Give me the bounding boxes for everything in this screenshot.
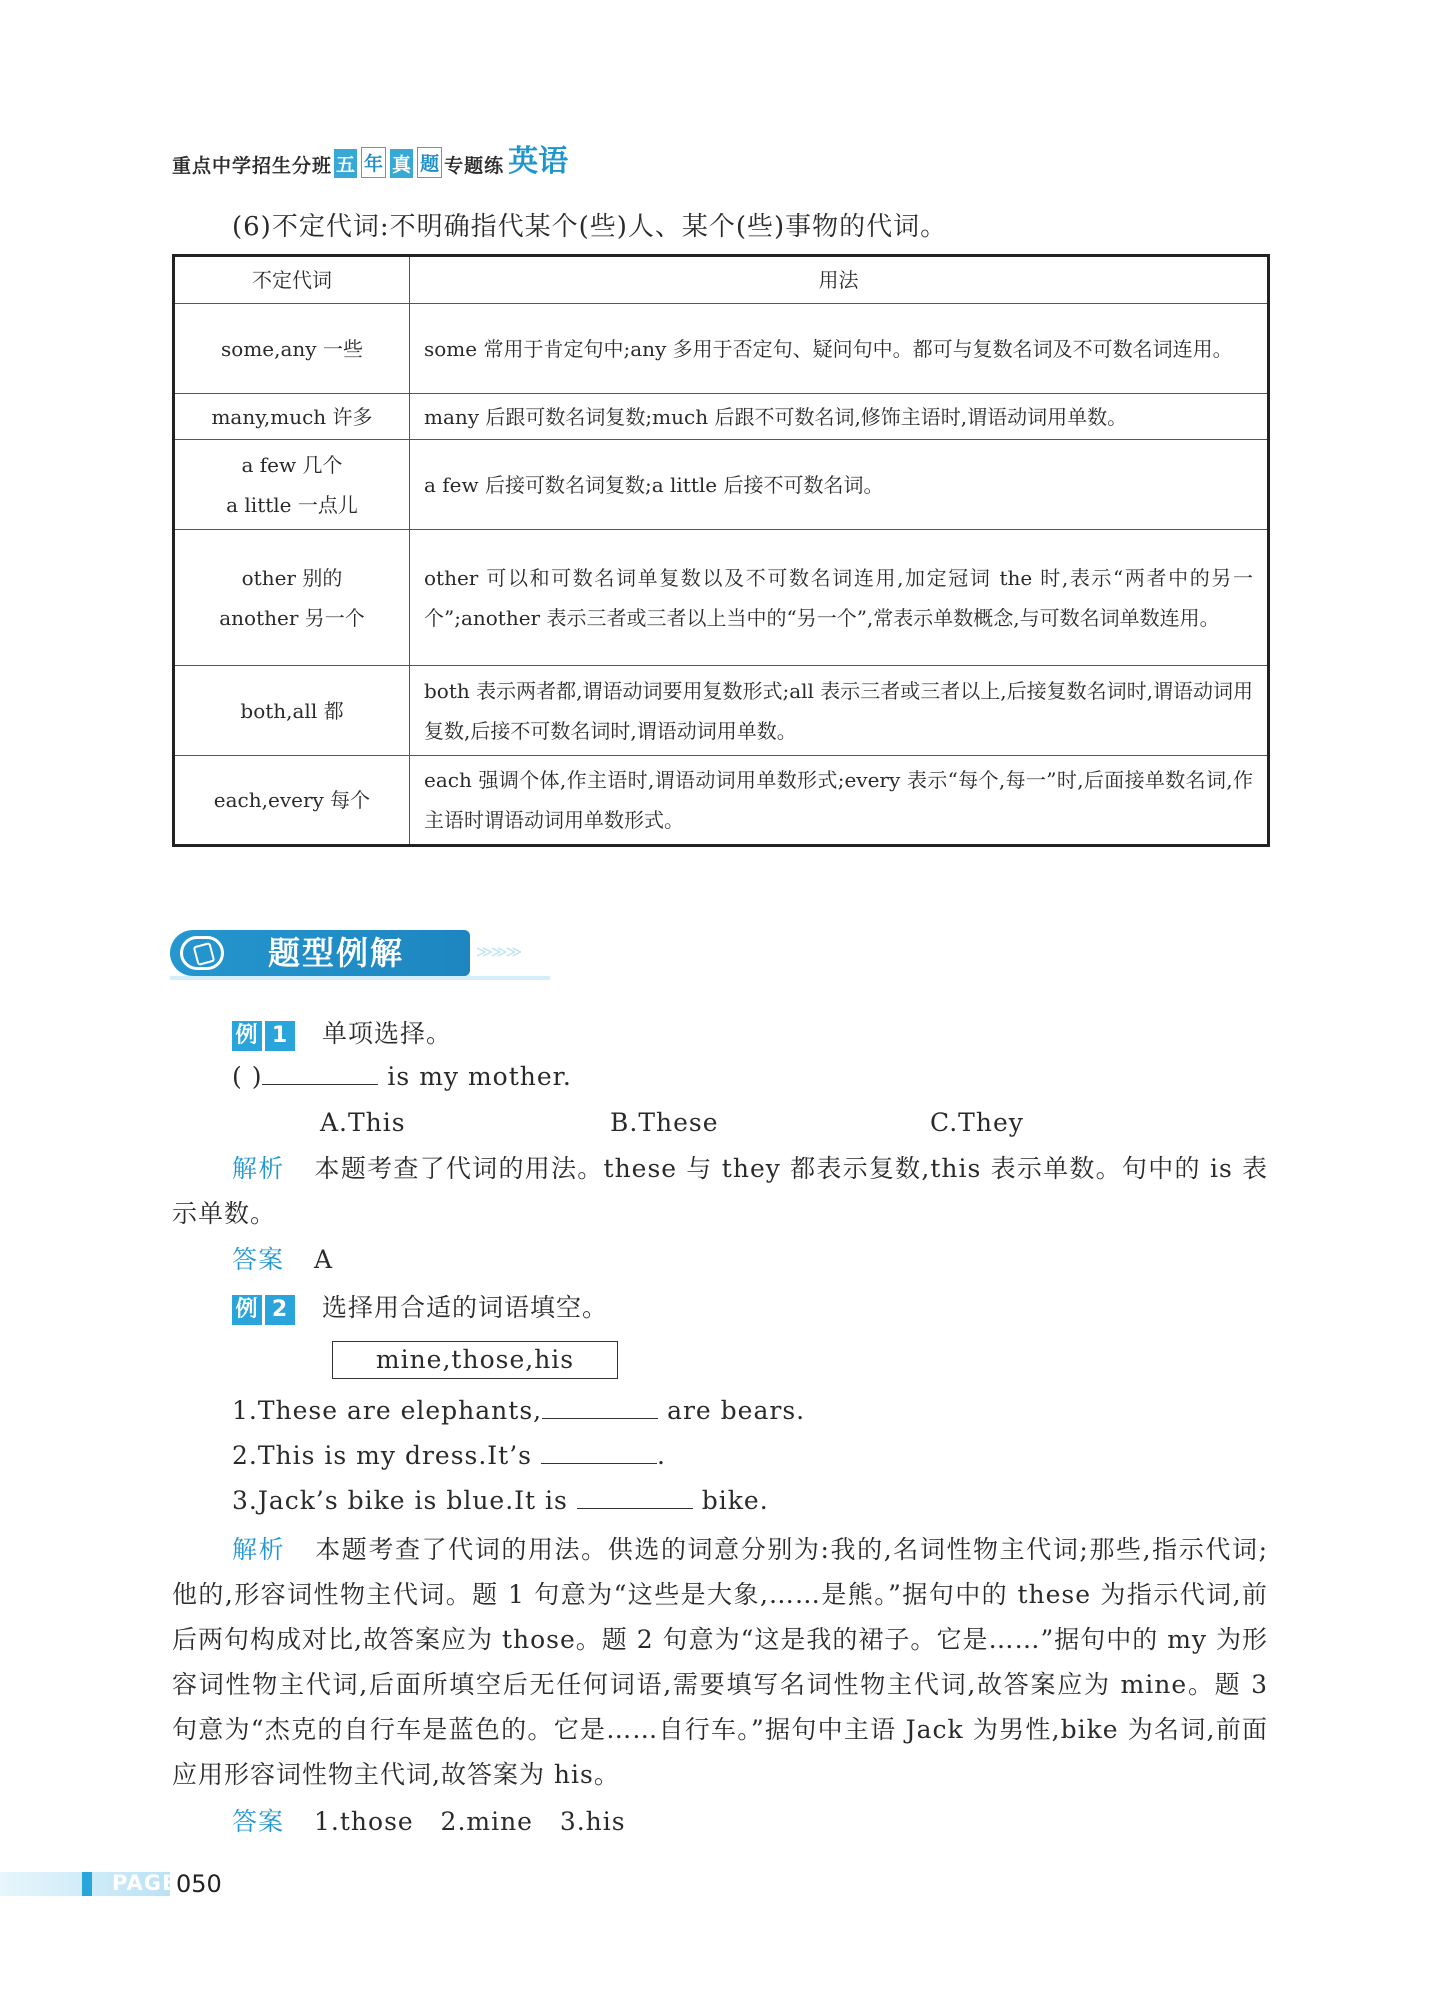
fill-question-2 xyxy=(232,1441,666,1470)
example-badge-number: 2 xyxy=(265,1295,295,1325)
option-b: B.These xyxy=(610,1108,719,1137)
question-text: is my mother. xyxy=(387,1062,572,1091)
example-badge-char: 例 xyxy=(232,1021,262,1051)
usage-cell: other 可以和可数名词单复数以及不可数名词连用,加定冠词 the 时,表示“两者中的另一个”;another 表示三者或三者以上当中的“另一个”,常表示单数概念,与可数名词单数连用。 xyxy=(410,530,1269,666)
indefinite-pronoun-table xyxy=(172,254,1270,847)
example-badge xyxy=(232,1021,298,1051)
term-cell xyxy=(174,394,410,440)
term-text: some,any 一些 xyxy=(221,336,363,361)
term-cell xyxy=(174,666,410,756)
usage-cell: many 后跟可数名词复数;much 后跟不可数名词,修饰主语时,谓语动词用单数。 xyxy=(410,394,1269,440)
question-text: . xyxy=(656,1441,666,1470)
example-2-analysis xyxy=(172,1527,1268,1797)
term-cell xyxy=(174,440,410,530)
table-row xyxy=(174,666,1269,756)
term-text: both,all 都 xyxy=(240,698,344,723)
page-label: PAGE xyxy=(112,1871,178,1895)
example-badge xyxy=(232,1295,298,1325)
series-box-4: 题 xyxy=(417,147,442,178)
table-row xyxy=(174,394,1269,440)
table-row xyxy=(174,756,1269,846)
running-header xyxy=(172,142,568,178)
question-text: bike. xyxy=(701,1486,769,1515)
term-text: other 别的 xyxy=(241,565,343,590)
answer-text: A xyxy=(314,1245,334,1274)
answer-blank xyxy=(262,1062,378,1085)
example-1-answer xyxy=(232,1240,333,1276)
word-bank: mine,those,his xyxy=(332,1341,618,1379)
series-box-1: 五 xyxy=(334,149,357,178)
question-text: are bears. xyxy=(667,1396,806,1425)
example-badge-char: 例 xyxy=(232,1295,262,1325)
usage-cell: each 强调个体,作主语时,谓语动词用单数形式;every 表示“每个,每一”时,后面接单数名词,作主语时谓语动词用单数形式。 xyxy=(410,756,1269,846)
arrows-icon: ≫≫≫ xyxy=(476,942,521,961)
answer-label: 答案 xyxy=(232,1245,285,1274)
analysis-label: 解析 xyxy=(232,1535,286,1564)
series-suffix: 专题练 xyxy=(444,155,505,177)
section-banner xyxy=(170,924,556,982)
term-text: each,every 每个 xyxy=(213,788,371,812)
example-instruction: 单项选择。 xyxy=(322,1019,453,1048)
answer-parentheses: ( ) xyxy=(232,1062,263,1091)
series-box-2: 年 xyxy=(361,147,386,178)
term-text: a few 几个 xyxy=(241,452,343,477)
analysis-text: 本题考查了代词的用法。these 与 they 都表示复数,this 表示单数。句中的 is 表示单数。 xyxy=(172,1154,1268,1228)
option-a: A.This xyxy=(320,1108,406,1137)
subject-title: 英语 xyxy=(508,144,569,179)
answer-blank xyxy=(577,1486,693,1509)
question-text: 1.These are elephants, xyxy=(232,1396,543,1425)
table-row xyxy=(174,304,1269,394)
term-text: many,much 许多 xyxy=(211,404,373,429)
option-c: C.They xyxy=(930,1108,1024,1137)
term-cell xyxy=(174,756,410,846)
page-number: 050 xyxy=(176,1870,222,1898)
fill-question-3 xyxy=(232,1486,769,1515)
section-title: 题型例解 xyxy=(268,934,405,972)
example-1-analysis xyxy=(172,1146,1268,1236)
term-text: a little 一点儿 xyxy=(226,492,358,517)
column-header-term: 不定代词 xyxy=(174,256,410,304)
footer-mark xyxy=(82,1872,92,1896)
book-icon xyxy=(180,936,224,970)
fill-question-1 xyxy=(232,1396,805,1425)
example-2-answer xyxy=(232,1802,626,1838)
usage-cell: a few 后接可数名词复数;a little 后接不可数名词。 xyxy=(410,440,1269,530)
section-intro: (6)不定代词:不明确指代某个(些)人、某个(些)事物的代词。 xyxy=(232,212,948,242)
term-text: another 另一个 xyxy=(219,605,365,630)
example-1-heading xyxy=(232,1014,452,1051)
banner-underline xyxy=(170,976,550,980)
table-header-row xyxy=(174,256,1269,304)
usage-cell: some 常用于肯定句中;any 多用于否定句、疑问句中。都可与复数名词及不可数名词连用。 xyxy=(410,304,1269,394)
analysis-label: 解析 xyxy=(232,1154,285,1183)
table-row xyxy=(174,530,1269,666)
question-text: 2.This is my dress.It’s xyxy=(232,1441,533,1470)
answer-blank xyxy=(541,1441,657,1464)
answer-blank xyxy=(542,1396,658,1419)
series-box-3: 真 xyxy=(390,149,413,178)
answer-label: 答案 xyxy=(232,1807,285,1836)
example-1-question xyxy=(232,1062,572,1091)
term-cell xyxy=(174,530,410,666)
example-2-heading xyxy=(232,1288,608,1325)
example-instruction: 选择用合适的词语填空。 xyxy=(322,1293,609,1322)
term-cell xyxy=(174,304,410,394)
answer-text: 1.those 2.mine 3.his xyxy=(314,1807,626,1836)
series-title: 重点中学招生分班 xyxy=(172,155,333,177)
question-text: 3.Jack’s bike is blue.It is xyxy=(232,1486,568,1515)
analysis-text: 本题考查了代词的用法。供选的词意分别为:我的,名词性物主代词;那些,指示代词;他的,形容词性物主代词。题 1 句意为“这些是大象,……是熊。”据句中的 these 为指示代词,前后两句构成对比,故答案应为 those。题 2 句意为“这是我的裙子。它是……”据句中的 my 为形容词性物主代词,后面所填空后无任何词语,需要填写名词性物主代词,故答案应为 mine。题 3 句意为“杰克的自行车是蓝色的。它是……自行车。”据句中主语 Jack 为男性,bike 为名词,前面应用形容词性物主代词,故答案为 his。 xyxy=(172,1535,1268,1789)
column-header-usage: 用法 xyxy=(410,256,1269,304)
table-row xyxy=(174,440,1269,530)
usage-cell: both 表示两者都,谓语动词要用复数形式;all 表示三者或三者以上,后接复数名词时,谓语动词用复数,后接不可数名词时,谓语动词用单数。 xyxy=(410,666,1269,756)
example-badge-number: 1 xyxy=(265,1021,295,1051)
